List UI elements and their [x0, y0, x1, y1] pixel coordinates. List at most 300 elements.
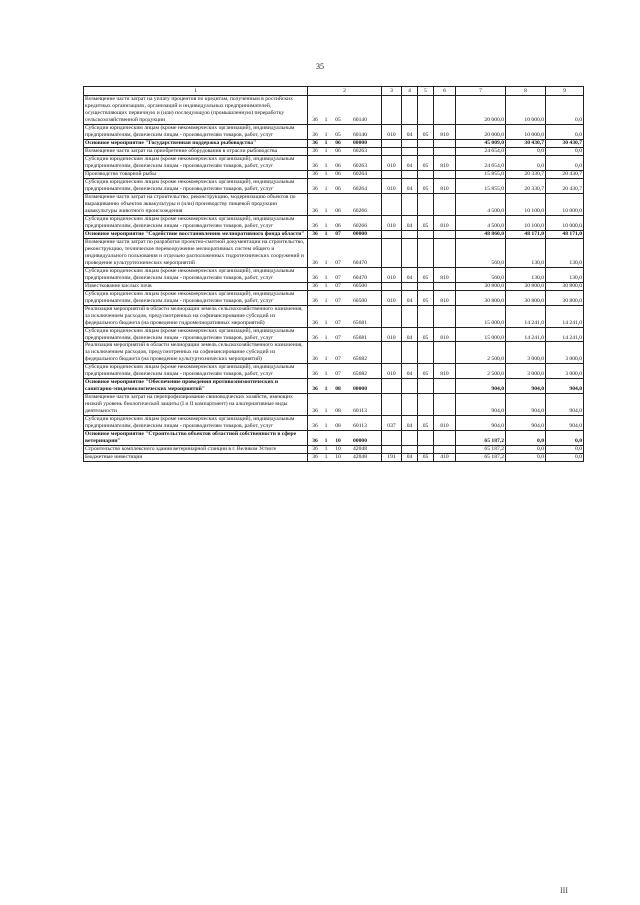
code-grbs	[382, 379, 402, 394]
code-grbs: 010	[382, 155, 402, 170]
code-main: 06	[335, 162, 341, 169]
classification-code	[308, 327, 382, 342]
code-expense-type: 410	[434, 454, 456, 462]
code-expense-type	[434, 170, 456, 178]
code-grbs	[382, 170, 402, 178]
amount-year-3: 14 241,0	[546, 327, 584, 342]
code-subsection: 05	[418, 290, 434, 305]
code-subsection	[418, 139, 434, 147]
code-prog: 36	[312, 423, 318, 430]
table-row	[84, 170, 584, 178]
amount-year-3: 0,0	[546, 96, 584, 125]
code-sub: 1	[324, 170, 328, 177]
budget-table	[83, 86, 584, 462]
code-grbs: 010	[382, 290, 402, 305]
amount-year-1: 4 500,0	[456, 215, 506, 230]
amount-year-1: 15 855,0	[456, 178, 506, 193]
amount-year-2: 0,0	[506, 147, 546, 155]
code-prog: 36	[312, 222, 318, 229]
code-section: 04	[402, 155, 418, 170]
code-prog: 36	[312, 162, 318, 169]
amount-year-1: 4 500,0	[456, 193, 506, 215]
code-grbs: 010	[382, 327, 402, 342]
code-sub: 1	[324, 408, 328, 415]
amount-year-3: 30 430,7	[546, 139, 584, 147]
code-sub: 1	[324, 207, 328, 214]
amount-year-2: 0,0	[506, 454, 546, 462]
footer-mark: III	[560, 886, 568, 895]
amount-year-2: 904,0	[506, 416, 546, 431]
classification-code	[308, 124, 382, 139]
code-main: 10	[335, 446, 341, 453]
classification-code	[308, 394, 382, 416]
code-dir: 60113	[353, 423, 367, 430]
table-row	[84, 124, 584, 139]
amount-year-1: 48 860,0	[456, 230, 506, 238]
column-header: 6	[434, 87, 456, 96]
code-prog: 36	[312, 185, 318, 192]
code-dir: 60140	[353, 131, 367, 138]
table-header-row	[84, 87, 584, 96]
amount-year-1: 15 000,0	[456, 305, 506, 327]
table-row	[84, 416, 584, 431]
code-section	[402, 394, 418, 416]
code-dir: 60500	[353, 282, 367, 289]
code-subsection: 05	[418, 215, 434, 230]
classification-code	[308, 96, 382, 125]
table-row	[84, 431, 584, 446]
code-subsection	[418, 238, 434, 267]
amount-year-3: 3 000,0	[546, 342, 584, 364]
code-grbs	[382, 431, 402, 446]
amount-year-2: 904,0	[506, 394, 546, 416]
code-subsection	[418, 147, 434, 155]
code-expense-type	[434, 193, 456, 215]
code-subsection: 05	[418, 416, 434, 431]
code-main: 08	[335, 408, 341, 415]
code-expense-type	[434, 238, 456, 267]
amount-year-1: 15 855,0	[456, 170, 506, 178]
code-sub: 1	[324, 139, 328, 146]
amount-year-3: 20 430,7	[546, 170, 584, 178]
row-description: Субсидии юридическим лицам (кроме некоммерческих организаций), индивидуальным предпринимателям, физическим лицам - производителям товаров, работ, услуг	[84, 327, 308, 342]
column-header: 3	[382, 87, 402, 96]
code-sub: 1	[324, 334, 328, 341]
code-grbs	[382, 96, 402, 125]
code-section	[402, 238, 418, 267]
amount-year-2: 48 171,0	[506, 230, 546, 238]
row-description: Основное мероприятие "Обеспечение проведения противоэпизоотических и санитарно-эпидемиологических мероприятий"	[84, 379, 308, 394]
code-grbs	[382, 394, 402, 416]
code-prog: 36	[312, 170, 318, 177]
code-prog: 36	[312, 116, 318, 123]
code-section	[402, 305, 418, 327]
code-subsection	[418, 342, 434, 364]
code-grbs: 191	[382, 454, 402, 462]
code-expense-type: 810	[434, 215, 456, 230]
classification-code	[308, 416, 382, 431]
code-dir: 60263	[353, 162, 367, 169]
code-section	[402, 282, 418, 290]
code-section	[402, 96, 418, 125]
table-row	[84, 342, 584, 364]
code-section: 04	[402, 454, 418, 462]
amount-year-3: 0,0	[546, 155, 584, 170]
classification-code	[308, 155, 382, 170]
code-prog: 36	[312, 259, 318, 266]
table-row	[84, 454, 584, 462]
code-section	[402, 147, 418, 155]
code-grbs: 010	[382, 215, 402, 230]
code-prog: 36	[312, 334, 318, 341]
classification-code	[308, 139, 382, 147]
code-dir: 60264	[353, 170, 367, 177]
code-dir: 60470	[353, 274, 367, 281]
classification-code	[308, 147, 382, 155]
amount-year-2: 20 330,7	[506, 170, 546, 178]
code-section	[402, 431, 418, 446]
code-expense-type: 810	[434, 290, 456, 305]
code-expense-type: 810	[434, 178, 456, 193]
amount-year-2: 904,0	[506, 379, 546, 394]
code-dir: 60500	[353, 297, 367, 304]
code-dir: 42048	[353, 446, 367, 453]
amount-year-3: 20 430,7	[546, 178, 584, 193]
code-prog: 36	[312, 207, 318, 214]
code-expense-type	[434, 446, 456, 454]
code-main: 07	[335, 230, 341, 237]
code-main: 06	[335, 147, 341, 154]
code-section	[402, 342, 418, 364]
classification-code	[308, 282, 382, 290]
amount-year-3: 904,0	[546, 416, 584, 431]
code-grbs	[382, 342, 402, 364]
amount-year-1: 20 000,0	[456, 124, 506, 139]
classification-code	[308, 238, 382, 267]
code-dir: 65681	[353, 319, 367, 326]
code-grbs: 010	[382, 364, 402, 379]
amount-year-3: 904,0	[546, 394, 584, 416]
amount-year-1: 24 654,0	[456, 155, 506, 170]
code-dir: 60470	[353, 259, 367, 266]
code-main: 07	[335, 282, 341, 289]
row-description: Возмещение части затрат на перепрофилирование свиноводческих хозяйств, имеющих низкий уровень биологической защиты (I и II компартмент) на альтернативные виды деятельности	[84, 394, 308, 416]
column-header: 7	[456, 87, 506, 96]
table-row	[84, 394, 584, 416]
code-prog: 36	[312, 139, 318, 146]
code-section: 04	[402, 178, 418, 193]
code-subsection	[418, 96, 434, 125]
code-section: 04	[402, 416, 418, 431]
amount-year-3: 10 000,0	[546, 215, 584, 230]
code-main: 07	[335, 274, 341, 281]
amount-year-2: 20 330,7	[506, 178, 546, 193]
code-sub: 1	[324, 319, 328, 326]
amount-year-1: 2 500,0	[456, 342, 506, 364]
column-header: 4	[402, 87, 418, 96]
code-dir: 00000	[353, 139, 367, 146]
row-description: Реализация мероприятий в области мелиорации земель сельскохозяйственного назначения, за исключением расходов, предусмотренных на софинансирование субсидий из федерального бюджета (на проведение гидромелиоративных мероприятий)	[84, 305, 308, 327]
code-prog: 36	[312, 438, 318, 445]
code-section	[402, 170, 418, 178]
code-sub: 1	[324, 386, 328, 393]
amount-year-3: 30 800,0	[546, 282, 584, 290]
row-description: Реализация мероприятий в области мелиорации земель сельскохозяйственного назначения, за исключением расходов, предусмотренных на софинансирование субсидий из федерального бюджета (на проведение культуртехнических мероприятий)	[84, 342, 308, 364]
code-subsection: 05	[418, 364, 434, 379]
column-header: 5	[418, 87, 434, 96]
row-description: Субсидии юридическим лицам (кроме некоммерческих организаций), индивидуальным предпринимателям, физическим лицам - производителям товаров, работ, услуг	[84, 215, 308, 230]
code-expense-type	[434, 230, 456, 238]
table-row	[84, 178, 584, 193]
amount-year-1: 560,0	[456, 238, 506, 267]
code-expense-type	[434, 342, 456, 364]
amount-year-2: 10 000,0	[506, 124, 546, 139]
amount-year-1: 904,0	[456, 416, 506, 431]
row-description: Субсидии юридическим лицам (кроме некоммерческих организаций), индивидуальным предпринимателям, физическим лицам - производителям товаров, работ, услуг	[84, 155, 308, 170]
table-row	[84, 327, 584, 342]
code-main: 10	[335, 454, 341, 461]
code-section: 04	[402, 290, 418, 305]
code-sub: 1	[324, 297, 328, 304]
table-row	[84, 290, 584, 305]
code-main: 06	[335, 139, 341, 146]
row-description: Субсидии юридическим лицам (кроме некоммерческих организаций), индивидуальным предпринимателям, физическим лицам - производителям товаров, работ, услуг	[84, 267, 308, 282]
amount-year-1: 65 187,2	[456, 454, 506, 462]
code-subsection: 05	[418, 267, 434, 282]
code-sub: 1	[324, 185, 328, 192]
code-sub: 1	[324, 282, 328, 289]
code-dir: 60264	[353, 185, 367, 192]
code-subsection	[418, 193, 434, 215]
code-sub: 1	[324, 454, 328, 461]
code-section: 04	[402, 267, 418, 282]
amount-year-2: 3 000,0	[506, 364, 546, 379]
table-row	[84, 193, 584, 215]
row-description: Возмещение части затрат на строительство, реконструкцию, модернизацию объектов по выращиванию объектов аквакультуры и (или) производству пищевой продукции аквакультуры животного происхождения	[84, 193, 308, 215]
code-prog: 36	[312, 230, 318, 237]
code-dir: 65681	[353, 334, 367, 341]
code-prog: 36	[312, 282, 318, 289]
amount-year-3: 130,0	[546, 238, 584, 267]
code-sub: 1	[324, 371, 328, 378]
amount-year-3: 130,0	[546, 267, 584, 282]
table-row	[84, 155, 584, 170]
code-dir: 60266	[353, 207, 367, 214]
amount-year-2: 14 241,0	[506, 327, 546, 342]
code-prog: 36	[312, 297, 318, 304]
code-expense-type: 810	[434, 155, 456, 170]
code-grbs: 010	[382, 178, 402, 193]
classification-code	[308, 170, 382, 178]
amount-year-3: 10 000,0	[546, 193, 584, 215]
amount-year-1: 45 009,0	[456, 139, 506, 147]
code-main: 08	[335, 423, 341, 430]
code-section: 04	[402, 124, 418, 139]
code-sub: 1	[324, 259, 328, 266]
amount-year-3: 48 171,0	[546, 230, 584, 238]
table-row	[84, 267, 584, 282]
code-sub: 1	[324, 423, 328, 430]
code-main: 07	[335, 297, 341, 304]
code-main: 06	[335, 170, 341, 177]
code-grbs	[382, 139, 402, 147]
code-sub: 1	[324, 356, 328, 363]
amount-year-2: 30 800,0	[506, 290, 546, 305]
code-sub: 1	[324, 446, 328, 453]
code-main: 05	[335, 131, 341, 138]
code-main: 10	[335, 438, 341, 445]
amount-year-2: 30 800,0	[506, 282, 546, 290]
classification-code	[308, 215, 382, 230]
code-main: 07	[335, 371, 341, 378]
amount-year-1: 30 800,0	[456, 282, 506, 290]
classification-code	[308, 305, 382, 327]
code-section: 04	[402, 215, 418, 230]
code-sub: 1	[324, 274, 328, 281]
amount-year-3: 3 000,0	[546, 364, 584, 379]
amount-year-3: 0,0	[546, 147, 584, 155]
amount-year-1: 904,0	[456, 394, 506, 416]
classification-code	[308, 364, 382, 379]
amount-year-2: 10 100,0	[506, 193, 546, 215]
code-dir: 60266	[353, 222, 367, 229]
code-prog: 36	[312, 454, 318, 461]
code-section	[402, 193, 418, 215]
row-description: Субсидии юридическим лицам (кроме некоммерческих организаций), индивидуальным предпринимателям, физическим лицам - производителям товаров, работ, услуг	[84, 124, 308, 139]
classification-code	[308, 290, 382, 305]
code-grbs	[382, 305, 402, 327]
amount-year-2: 0,0	[506, 431, 546, 446]
row-description: Известкование кислых почв	[84, 282, 308, 290]
row-description: Основное мероприятие "Содействие восстановлению мелиоративного фонда области"	[84, 230, 308, 238]
code-expense-type: 810	[434, 416, 456, 431]
column-header: 9	[546, 87, 584, 96]
code-section: 04	[402, 364, 418, 379]
code-sub: 1	[324, 438, 328, 445]
code-section	[402, 446, 418, 454]
code-expense-type	[434, 394, 456, 416]
row-description: Возмещение части затрат на приобретение оборудования в отрасли рыбоводства	[84, 147, 308, 155]
table-row	[84, 364, 584, 379]
table-row	[84, 96, 584, 125]
row-description: Субсидии юридическим лицам (кроме некоммерческих организаций), индивидуальным предпринимателям, физическим лицам - производителям товаров, работ, услуг	[84, 416, 308, 431]
table-row	[84, 238, 584, 267]
table-row	[84, 446, 584, 454]
code-subsection: 05	[418, 178, 434, 193]
classification-code	[308, 230, 382, 238]
amount-year-2: 130,0	[506, 238, 546, 267]
amount-year-1: 2 500,0	[456, 364, 506, 379]
code-main: 08	[335, 386, 341, 393]
code-expense-type	[434, 147, 456, 155]
code-sub: 1	[324, 222, 328, 229]
column-header: 1	[84, 87, 308, 96]
row-description: Субсидии юридическим лицам (кроме некоммерческих организаций), индивидуальным предпринимателям, физическим лицам - производителям товаров, работ, услуг	[84, 178, 308, 193]
code-dir: 42048	[353, 454, 367, 461]
code-grbs	[382, 446, 402, 454]
code-expense-type	[434, 431, 456, 446]
code-main: 06	[335, 185, 341, 192]
table-row	[84, 230, 584, 238]
code-expense-type	[434, 282, 456, 290]
code-expense-type: 810	[434, 124, 456, 139]
code-dir: 60263	[353, 147, 367, 154]
code-sub: 1	[324, 162, 328, 169]
row-description: Возмещение части затрат по разработке проектно-сметной документации на строительство, реконструкцию, техническое перевооружение мелиоративных систем общего и индивидуального пользования и отдельно расположенных гидротехнических сооружений и проведение культуртехнических мероприятий	[84, 238, 308, 267]
amount-year-1: 560,0	[456, 267, 506, 282]
code-subsection	[418, 282, 434, 290]
code-subsection	[418, 230, 434, 238]
code-main: 07	[335, 259, 341, 266]
code-subsection	[418, 379, 434, 394]
code-main: 07	[335, 319, 341, 326]
code-expense-type	[434, 379, 456, 394]
amount-year-2: 10 100,0	[506, 215, 546, 230]
code-subsection	[418, 394, 434, 416]
table-row	[84, 147, 584, 155]
code-subsection	[418, 170, 434, 178]
row-description: Возмещение части затрат на уплату процентов по кредитам, полученным в российских кредитных организациях, организаций и индивидуальных предпринимателей, осуществляющих первичную и (или) последующую (промышленную) переработку сельскохозяйственной продукции	[84, 96, 308, 125]
code-section: 04	[402, 327, 418, 342]
code-grbs: 010	[382, 267, 402, 282]
code-subsection: 05	[418, 124, 434, 139]
row-description: Бюджетные инвестиции	[84, 454, 308, 462]
code-grbs: 037	[382, 416, 402, 431]
code-subsection	[418, 431, 434, 446]
classification-code	[308, 342, 382, 364]
amount-year-3: 30 800,0	[546, 290, 584, 305]
classification-code	[308, 454, 382, 462]
code-dir: 65682	[353, 371, 367, 378]
code-prog: 36	[312, 147, 318, 154]
amount-year-1: 904,0	[456, 379, 506, 394]
classification-code	[308, 267, 382, 282]
code-expense-type: 810	[434, 364, 456, 379]
code-expense-type	[434, 305, 456, 327]
code-section	[402, 230, 418, 238]
page-number: 35	[316, 62, 324, 71]
code-main: 06	[335, 222, 341, 229]
code-expense-type	[434, 96, 456, 125]
amount-year-1: 24 654,0	[456, 147, 506, 155]
code-expense-type: 810	[434, 327, 456, 342]
code-subsection: 05	[418, 327, 434, 342]
code-main: 07	[335, 356, 341, 363]
amount-year-3: 904,0	[546, 379, 584, 394]
code-main: 06	[335, 207, 341, 214]
code-prog: 36	[312, 371, 318, 378]
amount-year-3: 14 241,0	[546, 305, 584, 327]
code-dir: 65682	[353, 356, 367, 363]
code-subsection: 05	[418, 454, 434, 462]
code-prog: 36	[312, 408, 318, 415]
code-section	[402, 379, 418, 394]
amount-year-2: 0,0	[506, 446, 546, 454]
classification-code	[308, 446, 382, 454]
amount-year-1: 15 000,0	[456, 327, 506, 342]
column-header: 8	[506, 87, 546, 96]
classification-code	[308, 431, 382, 446]
classification-code	[308, 379, 382, 394]
code-grbs	[382, 147, 402, 155]
amount-year-3: 0,0	[546, 431, 584, 446]
amount-year-1: 20 000,0	[456, 96, 506, 125]
code-dir: 60113	[353, 408, 367, 415]
code-section	[402, 139, 418, 147]
amount-year-2: 3 000,0	[506, 342, 546, 364]
amount-year-2: 14 241,0	[506, 305, 546, 327]
code-sub: 1	[324, 131, 328, 138]
